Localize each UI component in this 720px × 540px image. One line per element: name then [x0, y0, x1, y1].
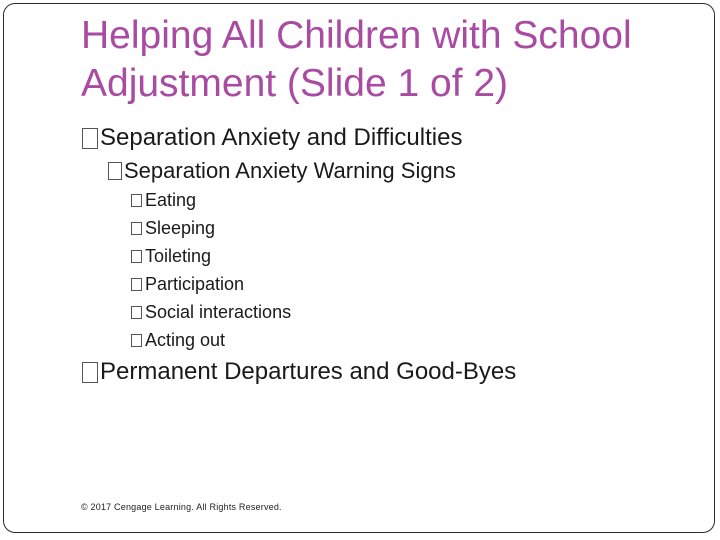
- square-bullet-icon: [131, 306, 142, 319]
- bullet-text: Permanent Departures and Good-Byes: [100, 358, 517, 385]
- bullet-text: Social interactions: [145, 302, 292, 322]
- square-bullet-icon: [82, 128, 98, 149]
- square-bullet-icon: [131, 334, 142, 347]
- slide-title: [81, 12, 701, 108]
- bullet-participation: [131, 274, 244, 295]
- square-bullet-icon: [108, 162, 122, 180]
- bullet-sleeping: [131, 218, 215, 239]
- square-bullet-icon: [131, 222, 142, 235]
- slide-title-line-1: Helping All Children with School: [81, 14, 632, 57]
- bullet-acting-out: [131, 330, 225, 351]
- square-bullet-icon: [131, 250, 142, 263]
- bullet-text: Toileting: [145, 246, 212, 266]
- bullet-text: Acting out: [145, 330, 226, 350]
- bullet-text: Separation Anxiety Warning Signs: [124, 158, 456, 183]
- bullet-separation-anxiety: [82, 124, 462, 152]
- square-bullet-icon: [131, 194, 142, 207]
- bullet-social-interactions: [131, 302, 291, 323]
- bullet-text: Sleeping: [145, 218, 216, 238]
- slide: [3, 3, 715, 533]
- slide-title-line-2: Adjustment (Slide 1 of 2): [81, 62, 509, 105]
- bullet-text: Separation Anxiety and Difficulties: [100, 124, 463, 151]
- bullet-permanent-departures: [82, 358, 516, 386]
- bullet-toileting: [131, 246, 211, 267]
- bullet-eating: [131, 190, 196, 211]
- square-bullet-icon: [131, 278, 142, 291]
- copyright-footer: © 2017 Cengage Learning. All Rights Reserved.: [81, 502, 282, 512]
- square-bullet-icon: [82, 362, 98, 383]
- bullet-text: Eating: [145, 190, 197, 210]
- bullet-warning-signs: [108, 158, 456, 184]
- bullet-text: Participation: [145, 274, 245, 294]
